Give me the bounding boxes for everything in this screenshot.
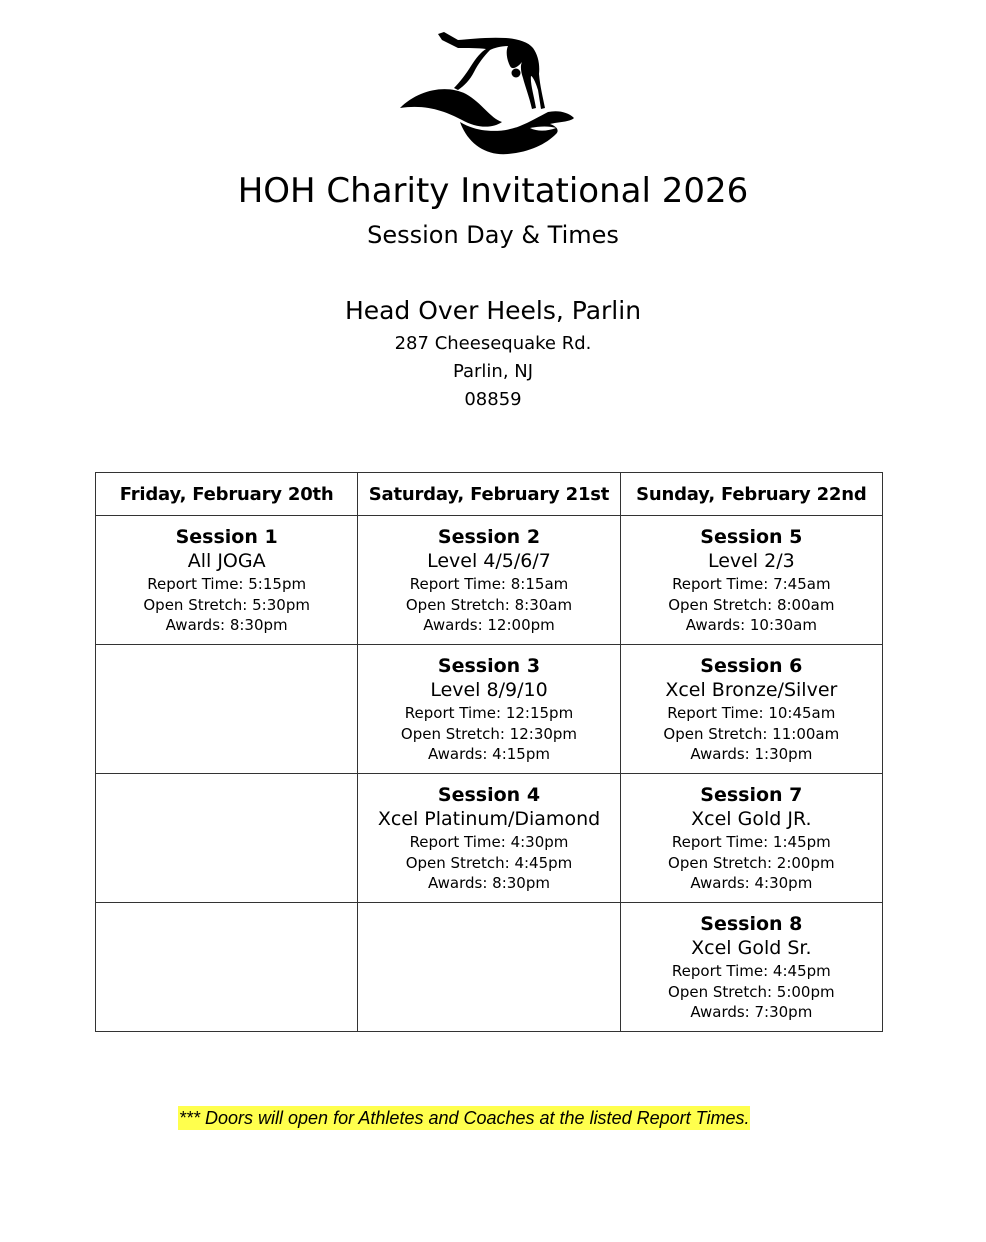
session-4-cell [358,774,620,903]
awards-time: Awards: 10:30am [685,616,817,634]
schedule-header-row [96,473,883,516]
open-stretch: Open Stretch: 2:00pm [668,853,835,872]
table-row [96,903,883,1032]
session-level: Level 2/3 [707,550,795,572]
awards-time: Awards: 1:30pm [690,745,813,763]
session-level: Xcel Platinum/Diamond [377,808,601,830]
session-name: Session 3 [437,655,541,677]
report-time: Report Time: 1:45pm [671,833,831,851]
venue-city: Parlin, NJ [452,361,534,382]
empty-cell [96,903,358,1032]
empty-cell [96,774,358,903]
session-2-cell [358,516,620,645]
session-level: Level 4/5/6/7 [427,550,551,572]
schedule-table [95,472,883,1032]
awards-time: Awards: 8:30pm [427,874,550,892]
open-stretch: Open Stretch: 4:45pm [405,853,573,872]
session-level: Xcel Gold JR. [691,808,812,830]
venue-name: Head Over Heels, Parlin [344,296,642,325]
empty-cell [96,645,358,774]
open-stretch: Open Stretch: 5:00pm [668,982,835,1001]
session-level: Xcel Gold Sr. [691,937,812,959]
gymnast-logo-icon [398,28,578,156]
page-title: HOH Charity Invitational 2026 [237,171,749,211]
session-7-cell [620,774,882,903]
session-level: Level 8/9/10 [430,679,548,701]
session-name: Session 7 [700,784,803,806]
awards-time: Awards: 12:00pm [423,616,555,634]
session-level: Xcel Bronze/Silver [665,679,838,701]
open-stretch: Open Stretch: 12:30pm [400,724,578,743]
report-time: Report Time: 5:15pm [147,575,307,593]
venue-zip: 08859 [464,389,522,410]
day-header-friday: Friday, February 20th [96,473,358,516]
report-time: Report Time: 10:45am [667,704,836,722]
session-6-cell [620,645,882,774]
session-name: Session 5 [700,526,803,548]
session-1-cell [96,516,358,645]
report-time: Report Time: 4:45pm [671,962,831,980]
day-header-sunday: Sunday, February 22nd [620,473,882,516]
session-5-cell [620,516,882,645]
session-name: Session 8 [700,913,803,935]
session-name: Session 1 [175,526,278,548]
table-row [96,645,883,774]
report-time: Report Time: 4:30pm [409,833,569,851]
session-8-cell [620,903,882,1032]
report-time: Report Time: 8:15am [409,575,569,593]
report-time: Report Time: 7:45am [672,575,831,593]
session-name: Session 6 [700,655,803,677]
table-row [96,516,883,645]
report-time: Report Time: 12:15pm [404,704,574,722]
doors-open-note: *** Doors will open for Athletes and Coaches at the listed Report Times. [179,1108,750,1128]
page-subtitle: Session Day & Times [367,221,619,249]
session-name: Session 4 [437,784,541,806]
awards-time: Awards: 4:15pm [427,745,550,763]
open-stretch: Open Stretch: 8:00am [668,595,835,614]
session-name: Session 2 [437,526,541,548]
session-3-cell [358,645,620,774]
awards-time: Awards: 4:30pm [690,874,813,892]
open-stretch: Open Stretch: 8:30am [405,595,573,614]
open-stretch: Open Stretch: 5:30pm [143,595,310,614]
session-level: All JOGA [187,550,266,572]
table-row [96,774,883,903]
open-stretch: Open Stretch: 11:00am [663,724,840,743]
venue-street: 287 Cheesequake Rd. [394,333,592,354]
empty-cell [358,903,620,1032]
day-header-saturday: Saturday, February 21st [358,473,620,516]
awards-time: Awards: 8:30pm [165,616,288,634]
awards-time: Awards: 7:30pm [690,1003,813,1021]
